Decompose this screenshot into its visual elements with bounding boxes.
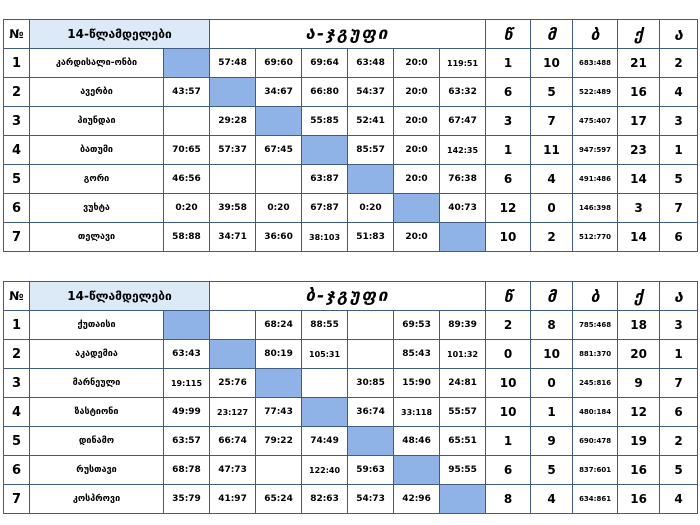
diagonal-cell: [164, 311, 210, 340]
score-cell: 79:22: [256, 427, 302, 456]
points-cell: 3: [618, 194, 660, 223]
row-number: 6: [4, 194, 30, 223]
balance-header: ბ: [573, 282, 618, 311]
balance-cell: 683:488: [573, 49, 618, 78]
score-cell: 49:99: [164, 398, 210, 427]
score-cell: 63:57: [164, 427, 210, 456]
row-number: 5: [4, 427, 30, 456]
place-cell: 4: [660, 78, 698, 107]
balance-cell: 491:486: [573, 165, 618, 194]
score-cell: 47:73: [210, 456, 256, 485]
team-name: რუსთავი: [30, 456, 164, 485]
wins-cell: 3: [486, 107, 531, 136]
age-category-header: 14-წლამდელები: [30, 20, 210, 49]
header-row: [4, 282, 698, 311]
score-cell: 38:103: [302, 223, 348, 252]
diagonal-cell: [394, 456, 440, 485]
score-cell: 30:85: [348, 369, 394, 398]
score-cell: [348, 311, 394, 340]
score-cell: 20:0: [394, 107, 440, 136]
diagonal-cell: [256, 107, 302, 136]
score-cell: [210, 311, 256, 340]
table-row: [4, 456, 698, 485]
score-cell: 48:46: [394, 427, 440, 456]
points-cell: 12: [618, 398, 660, 427]
group-b-title: ბ-ჯგუფი: [210, 282, 486, 311]
score-cell: 36:74: [348, 398, 394, 427]
team-name: ავერბი: [30, 78, 164, 107]
place-cell: 4: [660, 485, 698, 514]
team-name: კოსპროვი: [30, 485, 164, 514]
points-header: ქ: [618, 282, 660, 311]
table-row: [4, 398, 698, 427]
wins-cell: 6: [486, 78, 531, 107]
score-cell: 65:51: [440, 427, 486, 456]
place-header: ა: [660, 282, 698, 311]
diagonal-cell: [256, 369, 302, 398]
score-cell: 85:43: [394, 340, 440, 369]
row-number: 3: [4, 107, 30, 136]
row-number: 6: [4, 456, 30, 485]
score-cell: 77:43: [256, 398, 302, 427]
table-row: [4, 78, 698, 107]
losses-cell: 0: [531, 369, 573, 398]
group-b-body: [4, 282, 698, 514]
score-cell: 55:85: [302, 107, 348, 136]
team-name: მარნეული: [30, 369, 164, 398]
score-cell: 25:76: [210, 369, 256, 398]
losses-cell: 10: [531, 340, 573, 369]
balance-cell: 522:489: [573, 78, 618, 107]
table-row: [4, 311, 698, 340]
score-cell: 88:55: [302, 311, 348, 340]
losses-header: მ: [531, 282, 573, 311]
group-a-title: ა-ჯგუფი: [210, 20, 486, 49]
place-header: ა: [660, 20, 698, 49]
diagonal-cell: [440, 485, 486, 514]
balance-cell: 475:407: [573, 107, 618, 136]
place-cell: 2: [660, 49, 698, 78]
score-cell: 54:37: [348, 78, 394, 107]
diagonal-cell: [210, 340, 256, 369]
table-row: [4, 223, 698, 252]
score-cell: 67:47: [440, 107, 486, 136]
wins-cell: 6: [486, 456, 531, 485]
score-cell: 142:35: [440, 136, 486, 165]
points-cell: 23: [618, 136, 660, 165]
place-cell: 1: [660, 340, 698, 369]
score-cell: 66:74: [210, 427, 256, 456]
balance-cell: 146:398: [573, 194, 618, 223]
balance-cell: 245:816: [573, 369, 618, 398]
table-row: [4, 49, 698, 78]
table-row: [4, 369, 698, 398]
score-cell: 67:87: [302, 194, 348, 223]
score-cell: 54:73: [348, 485, 394, 514]
place-cell: 5: [660, 456, 698, 485]
team-name: დინამო: [30, 427, 164, 456]
table-row: [4, 136, 698, 165]
score-cell: [348, 340, 394, 369]
score-cell: 20:0: [394, 165, 440, 194]
row-number: 7: [4, 485, 30, 514]
score-cell: [210, 165, 256, 194]
score-cell: 20:0: [394, 136, 440, 165]
place-cell: 7: [660, 369, 698, 398]
score-cell: 70:65: [164, 136, 210, 165]
score-cell: 122:40: [302, 456, 348, 485]
score-cell: 95:55: [440, 456, 486, 485]
points-cell: 14: [618, 165, 660, 194]
score-cell: 63:43: [164, 340, 210, 369]
balance-cell: 947:597: [573, 136, 618, 165]
score-cell: 52:41: [348, 107, 394, 136]
score-cell: 20:0: [394, 223, 440, 252]
score-cell: 80:19: [256, 340, 302, 369]
score-cell: 20:0: [394, 49, 440, 78]
row-number: 1: [4, 311, 30, 340]
score-cell: 35:79: [164, 485, 210, 514]
number-header: №: [4, 282, 30, 311]
score-cell: 41:97: [210, 485, 256, 514]
points-cell: 17: [618, 107, 660, 136]
score-cell: 63:87: [302, 165, 348, 194]
wins-cell: 10: [486, 369, 531, 398]
header-row: [4, 20, 698, 49]
diagonal-cell: [440, 223, 486, 252]
losses-cell: 11: [531, 136, 573, 165]
wins-header: წ: [486, 20, 531, 49]
score-cell: 0:20: [348, 194, 394, 223]
place-cell: 1: [660, 136, 698, 165]
wins-cell: 1: [486, 136, 531, 165]
points-cell: 19: [618, 427, 660, 456]
score-cell: 0:20: [256, 194, 302, 223]
wins-header: წ: [486, 282, 531, 311]
table-row: [4, 485, 698, 514]
team-name: გორი: [30, 165, 164, 194]
points-cell: 16: [618, 485, 660, 514]
table-row: [4, 194, 698, 223]
points-cell: 16: [618, 78, 660, 107]
losses-cell: 8: [531, 311, 573, 340]
diagonal-cell: [210, 78, 256, 107]
score-cell: 24:81: [440, 369, 486, 398]
losses-cell: 1: [531, 398, 573, 427]
place-cell: 7: [660, 194, 698, 223]
place-cell: 3: [660, 311, 698, 340]
score-cell: 85:57: [348, 136, 394, 165]
team-name: ვუხტა: [30, 194, 164, 223]
group-a-table: [3, 19, 698, 252]
score-cell: [256, 165, 302, 194]
diagonal-cell: [302, 398, 348, 427]
score-cell: 105:31: [302, 340, 348, 369]
score-cell: 69:60: [256, 49, 302, 78]
diagonal-cell: [348, 165, 394, 194]
team-name: ქუთაისი: [30, 311, 164, 340]
score-cell: 20:0: [394, 78, 440, 107]
team-name: ზასტიონი: [30, 398, 164, 427]
wins-cell: 0: [486, 340, 531, 369]
place-cell: 6: [660, 223, 698, 252]
score-cell: 42:96: [394, 485, 440, 514]
balance-cell: 881:370: [573, 340, 618, 369]
losses-header: მ: [531, 20, 573, 49]
score-cell: 67:45: [256, 136, 302, 165]
wins-cell: 8: [486, 485, 531, 514]
wins-cell: 10: [486, 398, 531, 427]
table-row: [4, 107, 698, 136]
losses-cell: 9: [531, 427, 573, 456]
table-row: [4, 427, 698, 456]
losses-cell: 4: [531, 485, 573, 514]
points-cell: 18: [618, 311, 660, 340]
score-cell: 69:64: [302, 49, 348, 78]
wins-cell: 12: [486, 194, 531, 223]
row-number: 1: [4, 49, 30, 78]
score-cell: 34:67: [256, 78, 302, 107]
points-header: ქ: [618, 20, 660, 49]
score-cell: 57:48: [210, 49, 256, 78]
losses-cell: 10: [531, 49, 573, 78]
points-cell: 9: [618, 369, 660, 398]
score-cell: 63:32: [440, 78, 486, 107]
team-name: აკადემია: [30, 340, 164, 369]
balance-cell: 634:861: [573, 485, 618, 514]
balance-cell: 512:770: [573, 223, 618, 252]
age-category-header: 14-წლამდელები: [30, 282, 210, 311]
row-number: 3: [4, 369, 30, 398]
score-cell: 89:39: [440, 311, 486, 340]
score-cell: 40:73: [440, 194, 486, 223]
group-a-body: [4, 20, 698, 252]
score-cell: 36:60: [256, 223, 302, 252]
diagonal-cell: [164, 49, 210, 78]
row-number: 2: [4, 340, 30, 369]
place-cell: 6: [660, 398, 698, 427]
team-name: პიუნდაი: [30, 107, 164, 136]
team-name: თელავი: [30, 223, 164, 252]
score-cell: 69:53: [394, 311, 440, 340]
row-number: 4: [4, 136, 30, 165]
score-cell: 66:80: [302, 78, 348, 107]
score-cell: 19:115: [164, 369, 210, 398]
balance-cell: 690:478: [573, 427, 618, 456]
score-cell: 68:24: [256, 311, 302, 340]
row-number: 5: [4, 165, 30, 194]
score-cell: 34:71: [210, 223, 256, 252]
table-row: [4, 340, 698, 369]
points-cell: 16: [618, 456, 660, 485]
points-cell: 20: [618, 340, 660, 369]
wins-cell: 10: [486, 223, 531, 252]
losses-cell: 4: [531, 165, 573, 194]
losses-cell: 5: [531, 78, 573, 107]
score-cell: 59:63: [348, 456, 394, 485]
losses-cell: 0: [531, 194, 573, 223]
balance-cell: 480:184: [573, 398, 618, 427]
score-cell: 0:20: [164, 194, 210, 223]
score-cell: 101:32: [440, 340, 486, 369]
losses-cell: 5: [531, 456, 573, 485]
score-cell: [256, 456, 302, 485]
losses-cell: 2: [531, 223, 573, 252]
number-header: №: [4, 20, 30, 49]
score-cell: 29:28: [210, 107, 256, 136]
score-cell: 57:37: [210, 136, 256, 165]
score-cell: 68:78: [164, 456, 210, 485]
diagonal-cell: [394, 194, 440, 223]
score-cell: 63:48: [348, 49, 394, 78]
score-cell: 51:83: [348, 223, 394, 252]
score-cell: 43:57: [164, 78, 210, 107]
place-cell: 3: [660, 107, 698, 136]
place-cell: 2: [660, 427, 698, 456]
row-number: 4: [4, 398, 30, 427]
points-cell: 21: [618, 49, 660, 78]
score-cell: [302, 369, 348, 398]
score-cell: 15:90: [394, 369, 440, 398]
score-cell: [164, 107, 210, 136]
place-cell: 5: [660, 165, 698, 194]
losses-cell: 7: [531, 107, 573, 136]
row-number: 2: [4, 78, 30, 107]
balance-cell: 837:601: [573, 456, 618, 485]
score-cell: 119:51: [440, 49, 486, 78]
team-name: კარდისალი-ონბი: [30, 49, 164, 78]
score-cell: 23:127: [210, 398, 256, 427]
balance-header: ბ: [573, 20, 618, 49]
team-name: ბათუმი: [30, 136, 164, 165]
row-number: 7: [4, 223, 30, 252]
group-b-table: [3, 281, 698, 514]
diagonal-cell: [348, 427, 394, 456]
score-cell: 65:24: [256, 485, 302, 514]
wins-cell: 6: [486, 165, 531, 194]
score-cell: 46:56: [164, 165, 210, 194]
wins-cell: 1: [486, 49, 531, 78]
score-cell: 39:58: [210, 194, 256, 223]
balance-cell: 785:468: [573, 311, 618, 340]
score-cell: 55:57: [440, 398, 486, 427]
score-cell: 74:49: [302, 427, 348, 456]
score-cell: 58:88: [164, 223, 210, 252]
wins-cell: 2: [486, 311, 531, 340]
diagonal-cell: [302, 136, 348, 165]
wins-cell: 1: [486, 427, 531, 456]
score-cell: 76:38: [440, 165, 486, 194]
table-row: [4, 165, 698, 194]
score-cell: 82:63: [302, 485, 348, 514]
points-cell: 14: [618, 223, 660, 252]
score-cell: 33:118: [394, 398, 440, 427]
